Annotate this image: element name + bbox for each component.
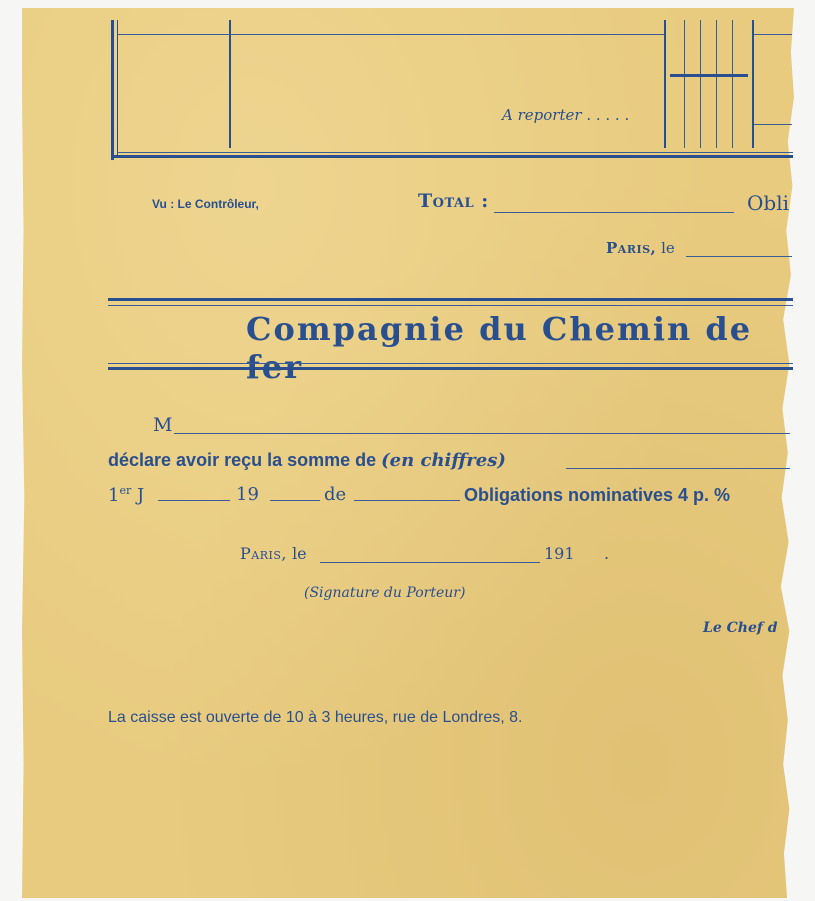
en-chiffres: (en chiffres) <box>381 450 506 471</box>
date-fill-line-top <box>686 256 792 257</box>
premier-label-wrap <box>108 484 144 506</box>
de-fill-line <box>354 500 460 501</box>
le-label: le <box>661 239 675 257</box>
obligations-text: Obligations nominatives 4 p. % <box>464 485 731 505</box>
chef-fragment: Le Chef d <box>703 620 778 636</box>
year-19: 19 <box>236 484 259 505</box>
company-title: Compagnie du Chemin de <box>246 310 753 348</box>
premier-label: 1er <box>108 484 132 506</box>
declare-line <box>108 450 506 471</box>
j-label: J <box>136 485 145 506</box>
year-19-fill-line <box>270 500 320 501</box>
a-reporter-text: A reporter <box>502 106 582 124</box>
j-fill-line <box>158 500 230 501</box>
year-191: 191 <box>544 544 575 563</box>
obligations-fragment: Obli <box>747 191 789 215</box>
vu-le-controleur: Vu : Le Contrôleur, <box>152 197 259 211</box>
de-label: de <box>324 484 347 505</box>
title-rule-top <box>108 298 793 301</box>
paris-label-bottom: Paris, <box>240 544 287 563</box>
title-rule-top-thin <box>108 305 793 306</box>
title-rule-bottom <box>108 367 793 370</box>
m-label: M <box>153 414 173 436</box>
total-fill-line <box>494 212 734 213</box>
signature-label: (Signature du Porteur) <box>304 585 466 601</box>
paris-label: Paris, <box>606 239 657 257</box>
date-fill-line-bottom <box>320 562 540 563</box>
a-reporter-label <box>502 106 629 124</box>
declare-text: déclare avoir reçu la somme de <box>108 450 377 470</box>
declare-fill-line <box>566 468 790 469</box>
m-fill-line <box>174 433 790 434</box>
le-label-bottom: le <box>292 544 307 563</box>
footer-note: La caisse est ouverte de 10 à 3 heures, rue de Londres, 8. <box>108 709 523 726</box>
date-line-top <box>606 239 675 257</box>
title-rule-bottom-thin <box>108 363 793 364</box>
a-reporter-dots: . . . . . <box>586 106 630 124</box>
year-period: . <box>604 544 610 563</box>
total-label: Total : <box>418 190 489 212</box>
date-line-bottom <box>240 544 307 563</box>
